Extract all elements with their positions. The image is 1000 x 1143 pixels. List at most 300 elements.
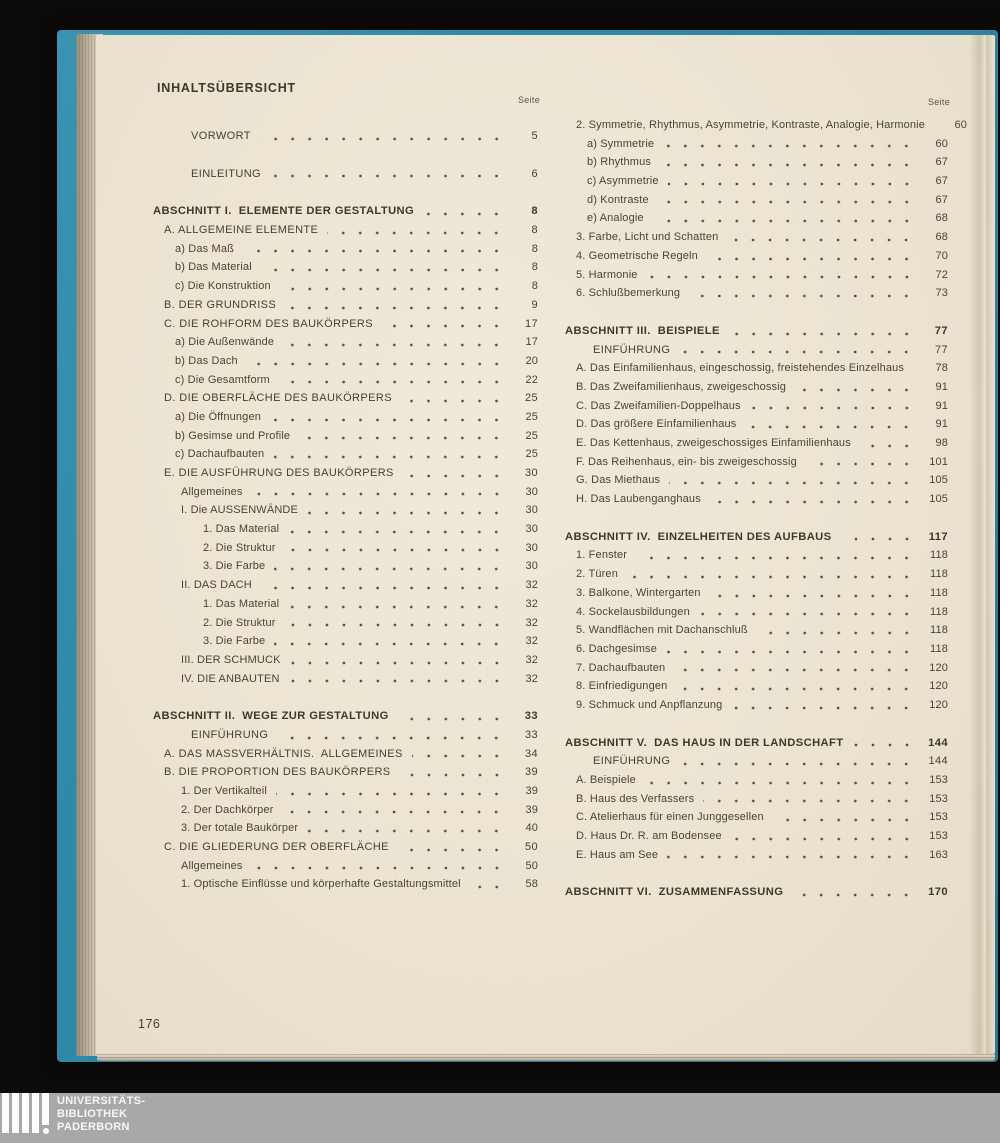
toc-entry-page: 39 [525,785,538,797]
dot-leader [663,135,915,154]
toc-entry-label: A. Beispiele [576,774,636,786]
toc-entry-page: 70 [935,249,948,262]
toc-entry-page: 91 [935,380,948,393]
dot-leader [307,819,505,838]
toc-entry [153,202,538,221]
toc-entry-page: 117 [928,530,948,543]
dot-leader [653,209,915,228]
toc-entry-label: C. DIE ROHFORM DES BAUKÖRPERS [164,317,374,330]
toc-entry-label: 3. Farbe, Licht und Schatten [576,231,719,244]
toc-entry-label: 2. Die Struktur [203,541,276,554]
toc-entry-page: 77 [934,343,948,356]
toc-entry [153,838,538,857]
toc-entry [153,875,538,894]
toc-entry-page: 30 [525,523,538,536]
dot-leader [660,153,915,172]
toc-entry-label: E. Das Kettenhaus, zweigeschossiges Einfamilienhaus [576,437,851,449]
toc-entry-page: 118 [930,586,948,599]
toc-entry-label: 4. Geometrische Regeln [576,249,698,262]
dot-leader [243,240,505,259]
toc-entry [153,539,538,558]
toc-entry-page: 17 [525,336,538,349]
dot-leader [401,389,505,408]
toc-entry [153,165,538,184]
toc-entry-page: 98 [935,437,948,449]
dot-leader [731,696,915,715]
toc-entry [153,632,538,651]
dot-leader [288,595,505,614]
dot-leader [860,434,915,453]
toc-entry-page: 32 [525,635,538,648]
toc-entry-page: 60 [954,119,968,131]
toc-entry-page: 8 [531,205,538,218]
dot-leader [307,501,505,520]
toc-entry-page: 32 [525,597,538,610]
toc-entry-page: 25 [525,429,538,442]
toc-entry-page: 22 [525,373,538,386]
toc-entry [565,284,948,303]
dot-leader [282,801,505,820]
dot-leader [270,408,505,427]
toc-entry-page: 67 [935,156,948,169]
toc-entry-label: b) Gesimse und Profile [175,429,291,442]
toc-entry-label: B. Haus des Verfassers [576,792,695,805]
toc-entry [153,670,538,689]
toc-entry-page: 32 [525,672,538,685]
toc-section [153,707,538,894]
dot-leader [270,165,505,184]
toc-entry [153,557,538,576]
toc-entry-label: a) Die Außenwände [175,336,275,349]
toc-entry-label: b) Das Material [175,261,252,274]
toc-entry-label: A. ALLGEMEINE ELEMENTE [164,224,319,237]
toc-entry-label: 1. Das Material [203,523,280,536]
toc-entry [565,135,948,154]
toc-entry [153,333,538,352]
dot-leader [841,528,915,547]
logo-bar [42,1093,49,1125]
toc-entry [153,221,538,240]
dot-leader [289,670,505,689]
dot-leader [710,490,915,509]
toc-entry [153,763,538,782]
dot-leader [299,427,505,446]
toc-entry-label: c) Die Konstruktion [175,280,271,293]
toc-section [565,528,948,715]
toc-entry-label: 2. Der Dachkörper [181,803,274,816]
dot-leader [636,546,915,565]
toc-entry-label: 2. Türen [576,568,618,581]
logo-dot [43,1128,49,1134]
toc-entry-label: I. Die AUSSENWÄNDE [181,504,299,517]
dot-leader [913,359,915,378]
toc-entry [565,415,948,434]
toc-entry-label: C. Atelierhaus für einen Junggesellen [576,811,764,824]
toc-entry-label: EINFÜHRUNG [191,728,269,741]
dot-leader [727,228,915,247]
column-header-seite-right: Seite [927,97,950,107]
toc-entry-page: 20 [525,354,538,367]
toc-entry-page: 163 [929,848,948,861]
toc-section [565,116,968,303]
toc-entry [565,565,948,584]
toc-entry [153,501,538,520]
dot-leader [627,565,915,584]
toc-column-right [565,116,968,902]
page-edges-bottom [97,1054,995,1061]
logo-bar [12,1093,19,1133]
toc-entry-page: 30 [525,504,538,517]
dot-leader [757,621,915,640]
toc-entry-page: 118 [930,642,948,655]
toc-entry [153,315,538,334]
toc-entry [565,453,948,472]
toc-entry-label: ABSCHNITT I. ELEMENTE DER GESTALTUNG [153,205,415,218]
toc-entry [565,378,948,397]
dot-leader [398,838,505,857]
toc-entry-label: a) Das Maß [175,242,234,255]
toc-entry [153,352,538,371]
toc-entry [565,771,948,790]
toc-entry [565,322,948,341]
toc-entry [153,726,538,745]
toc-entry-page: 101 [929,455,948,468]
dot-leader [288,520,505,539]
toc-entry-page: 30 [525,485,538,498]
toc-entry [565,228,948,247]
toc-entry [565,191,948,210]
dot-leader [412,745,505,764]
toc-entry-page: 34 [524,747,538,760]
dot-leader [707,247,915,266]
dot-leader [647,266,915,285]
toc-entry-page: 120 [929,680,948,693]
toc-entry-label: III. DER SCHMUCK [181,653,281,666]
library-logo-icon [2,1093,49,1139]
toc-entry-page: 5 [531,130,538,142]
logo-bar [2,1093,9,1133]
dot-leader [795,378,915,397]
toc-entry [565,434,948,453]
dot-leader [668,172,915,191]
toc-entry-page: 153 [929,830,948,843]
toc-entry-label: 4. Sockelausbildungen [576,605,690,618]
toc-entry-label: 7. Dachaufbauten [576,661,666,674]
library-banner [0,1093,1000,1143]
dot-leader [667,846,915,865]
toc-entry-page: 144 [928,736,948,749]
dot-leader [285,296,505,315]
toc-entry-label: 3. Der totale Baukörper [181,822,299,835]
logo-bar [22,1093,29,1133]
toc-entry-label: EINFÜHRUNG [593,343,671,356]
toc-entry-page: 8 [531,242,538,255]
dot-leader [423,202,505,221]
toc-entry-label: Allgemeines [181,859,243,872]
toc-entry-page: 120 [929,661,948,674]
toc-entry-page: 144 [928,755,948,768]
toc-entry [565,172,948,191]
dot-leader [470,875,505,894]
toc-entry-page: 50 [524,841,538,854]
toc-entry-label: D. DIE OBERFLÄCHE DES BAUKÖRPERS [164,392,392,405]
page-title: INHALTSÜBERSICHT [157,81,296,95]
toc-entry-page: 67 [935,193,948,206]
toc-entry-label: c) Asymmetrie [587,175,659,188]
toc-entry-label: a) Symmetrie [587,137,655,150]
toc-entry-page: 105 [929,493,948,506]
toc-entry-label: H. Das Laubenganghaus [576,493,701,506]
toc-entry-page: 67 [935,175,948,188]
toc-entry [565,696,948,715]
dot-leader [674,659,915,678]
dot-leader [252,857,505,876]
toc-entry [153,483,538,502]
toc-entry-label: 6. Schlußbemerkung [576,287,681,300]
dot-leader [703,790,915,809]
toc-entry-page: 30 [525,560,538,573]
toc-entry-page: 91 [935,418,948,431]
toc-entry-page: 25 [525,448,538,461]
toc-section [565,734,948,865]
toc-entry [565,790,948,809]
toc-entry [565,883,948,902]
toc-entry-label: IV. DIE ANBAUTEN [181,672,280,685]
toc-entry-page: 25 [524,392,538,405]
toc-entry [153,857,538,876]
library-name-line: UNIVERSITÄTS- [57,1095,146,1107]
toc-section [153,165,538,184]
toc-entry-page: 32 [525,653,538,666]
toc-entry [565,209,948,228]
toc-entry [565,677,948,696]
toc-entry-page: 39 [524,766,538,779]
toc-entry [565,341,948,360]
dot-leader [750,397,915,416]
toc-entry-label: 6. Dachgesimse [576,642,657,655]
toc-entry-page: 40 [525,822,538,835]
logo-bar [32,1093,39,1133]
toc-entry [153,651,538,670]
dot-leader [276,782,505,801]
toc-entry-label: D. Haus Dr. R. am Bodensee [576,830,722,843]
dot-leader [327,221,505,240]
dot-leader [280,277,505,296]
toc-entry-page: 9 [531,298,538,311]
toc-entry [565,659,948,678]
toc-entry [153,445,538,464]
dot-leader [645,771,915,790]
toc-entry [153,801,538,820]
toc-entry-label: b) Rhythmus [587,156,652,169]
toc-entry [565,153,948,172]
toc-entry-label: ABSCHNITT III. BEISPIELE [565,324,720,337]
toc-entry-label: A. DAS MASSVERHÄLTNIS. ALLGEMEINES [164,747,403,760]
library-name-line: PADERBORN [57,1120,130,1133]
toc-entry [153,819,538,838]
dot-leader [689,284,915,303]
toc-entry-label: b) Das Dach [175,354,238,367]
toc-entry [153,520,538,539]
toc-entry-label: D. Das größere Einfamilienhaus [576,418,737,431]
toc-entry-label: ABSCHNITT II. WEGE ZUR GESTALTUNG [153,710,389,723]
toc-entry-label: 1. Der Vertikalteil [181,785,267,797]
dot-leader [274,632,505,651]
library-name-line: BIBLIOTHEK [57,1107,128,1120]
dot-leader [731,827,915,846]
dot-leader [679,341,915,360]
toc-entry-label: a) Die Öffnungen [175,410,261,423]
dot-leader [745,415,915,434]
toc-entry [153,240,538,259]
toc-entry-page: 32 [525,616,538,629]
toc-entry-label: E. Haus am See [576,848,659,861]
toc-entry-label: d) Kontraste [587,193,649,206]
toc-entry-page: 170 [928,886,948,899]
toc-entry-label: 1. Das Material [203,597,280,610]
toc-section [565,322,948,509]
dot-leader [699,603,915,622]
toc-entry [565,528,948,547]
toc-entry [565,266,948,285]
dot-leader [676,677,915,696]
toc-entry [565,116,968,135]
toc-entry-label: 2. Die Struktur [203,616,276,629]
toc-entry-page: 8 [531,261,538,274]
toc-entry-label: B. DER GRUNDRISS [164,298,277,311]
dot-leader [710,584,915,603]
toc-entry-page: 32 [525,579,538,592]
toc-entry-page: 39 [525,803,538,816]
library-name [57,1095,145,1133]
toc-section [153,202,538,688]
dot-leader [679,752,915,771]
dot-leader [729,322,915,341]
toc-entry-page: 120 [929,698,948,711]
toc-entry-page: 50 [525,859,538,872]
dot-leader [279,371,505,390]
dot-leader [669,471,915,490]
toc-entry-page: 153 [929,792,948,805]
toc-entry-page: 118 [930,605,948,618]
toc-entry-page: 73 [935,287,948,300]
toc-entry [565,752,948,771]
dot-leader [382,315,505,334]
toc-entry-page: 33 [524,710,538,723]
toc-entry [153,464,538,483]
toc-entry [153,707,538,726]
toc-section [565,883,948,902]
toc-entry-label: EINLEITUNG [191,167,262,180]
toc-entry-label: F. Das Reihenhaus, ein- bis zweigeschossig [576,455,797,468]
dot-leader [290,651,505,670]
dot-leader [260,127,505,146]
toc-entry-page: 33 [524,728,538,741]
toc-entry-page: 58 [525,878,538,891]
dot-leader [773,808,915,827]
toc-entry [153,745,538,764]
toc-entry-label: C. DIE GLIEDERUNG DER OBERFLÄCHE [164,841,389,854]
toc-entry-label: 5. Wandflächen mit Dachanschluß [576,624,748,637]
toc-entry-label: c) Die Gesamtform [175,373,270,386]
toc-column-left [153,127,538,894]
book [57,30,998,1062]
toc-entry [153,277,538,296]
toc-entry [565,846,948,865]
toc-entry-label: ABSCHNITT V. DAS HAUS IN DER LANDSCHAFT [565,736,844,749]
dot-leader [853,734,915,753]
toc-entry-label: e) Analogie [587,212,644,225]
toc-entry-page: 72 [935,268,948,281]
toc-entry-label: Allgemeines [181,485,243,498]
dot-leader [247,352,505,371]
toc-entry [565,734,948,753]
toc-entry [153,408,538,427]
toc-entry [153,371,538,390]
toc-entry-label: 1. Fenster [576,549,628,562]
toc-entry [153,427,538,446]
dot-leader [398,707,505,726]
toc-entry-label: c) Dachaufbauten [175,448,265,461]
column-header-seite-left: Seite [517,95,540,105]
dot-leader [273,445,505,464]
page-number: 176 [138,1017,161,1031]
toc-entry [565,397,948,416]
toc-entry [565,359,948,378]
toc-entry-label: B. Das Zweifamilienhaus, zweigeschossig [576,380,787,393]
toc-entry-page: 153 [929,811,948,824]
book-page [96,35,995,1054]
toc-entry-label: 3. Die Farbe [203,635,266,648]
toc-entry-page: 25 [525,410,538,423]
toc-entry [153,258,538,277]
toc-entry-page: 30 [524,467,538,479]
toc-entry-page: 6 [531,167,538,180]
toc-entry-page: 118 [930,624,948,637]
toc-entry-label: 2. Symmetrie, Rhythmus, Asymmetrie, Kontraste, Analogie, Harmonie [576,119,926,131]
dot-leader [806,453,915,472]
toc-entry [565,621,948,640]
toc-entry-page: 78 [935,362,948,375]
dot-leader [792,883,915,902]
toc-entry [153,389,538,408]
toc-entry-label: E. DIE AUSFÜHRUNG DES BAUKÖRPERS [164,467,394,479]
dot-leader [285,539,505,558]
toc-entry-page: 30 [525,541,538,554]
toc-entry-label: II. DAS DACH [181,579,252,592]
toc-entry-page: 8 [531,280,538,293]
toc-entry-page: 118 [930,568,948,581]
toc-entry [153,595,538,614]
toc-entry-page: 8 [531,224,538,237]
logo-bar-with-dot [42,1093,49,1139]
toc-entry [565,640,948,659]
toc-entry-page: 105 [929,474,948,487]
toc-entry [565,584,948,603]
toc-entry-label: B. DIE PROPORTION DES BAUKÖRPERS [164,766,391,779]
toc-entry [565,603,948,622]
toc-entry-page: 68 [935,231,948,244]
toc-entry-page: 60 [935,137,948,150]
dot-leader [666,640,915,659]
toc-entry-label: C. Das Zweifamilien-Doppelhaus [576,399,741,412]
toc-entry-label: 8. Einfriedigungen [576,680,668,693]
toc-entry [153,576,538,595]
dot-leader [277,726,505,745]
toc-entry-label: 1. Optische Einflüsse und körperhafte Gestaltungsmittel [181,878,461,891]
toc-entry [153,782,538,801]
dot-leader [274,557,505,576]
